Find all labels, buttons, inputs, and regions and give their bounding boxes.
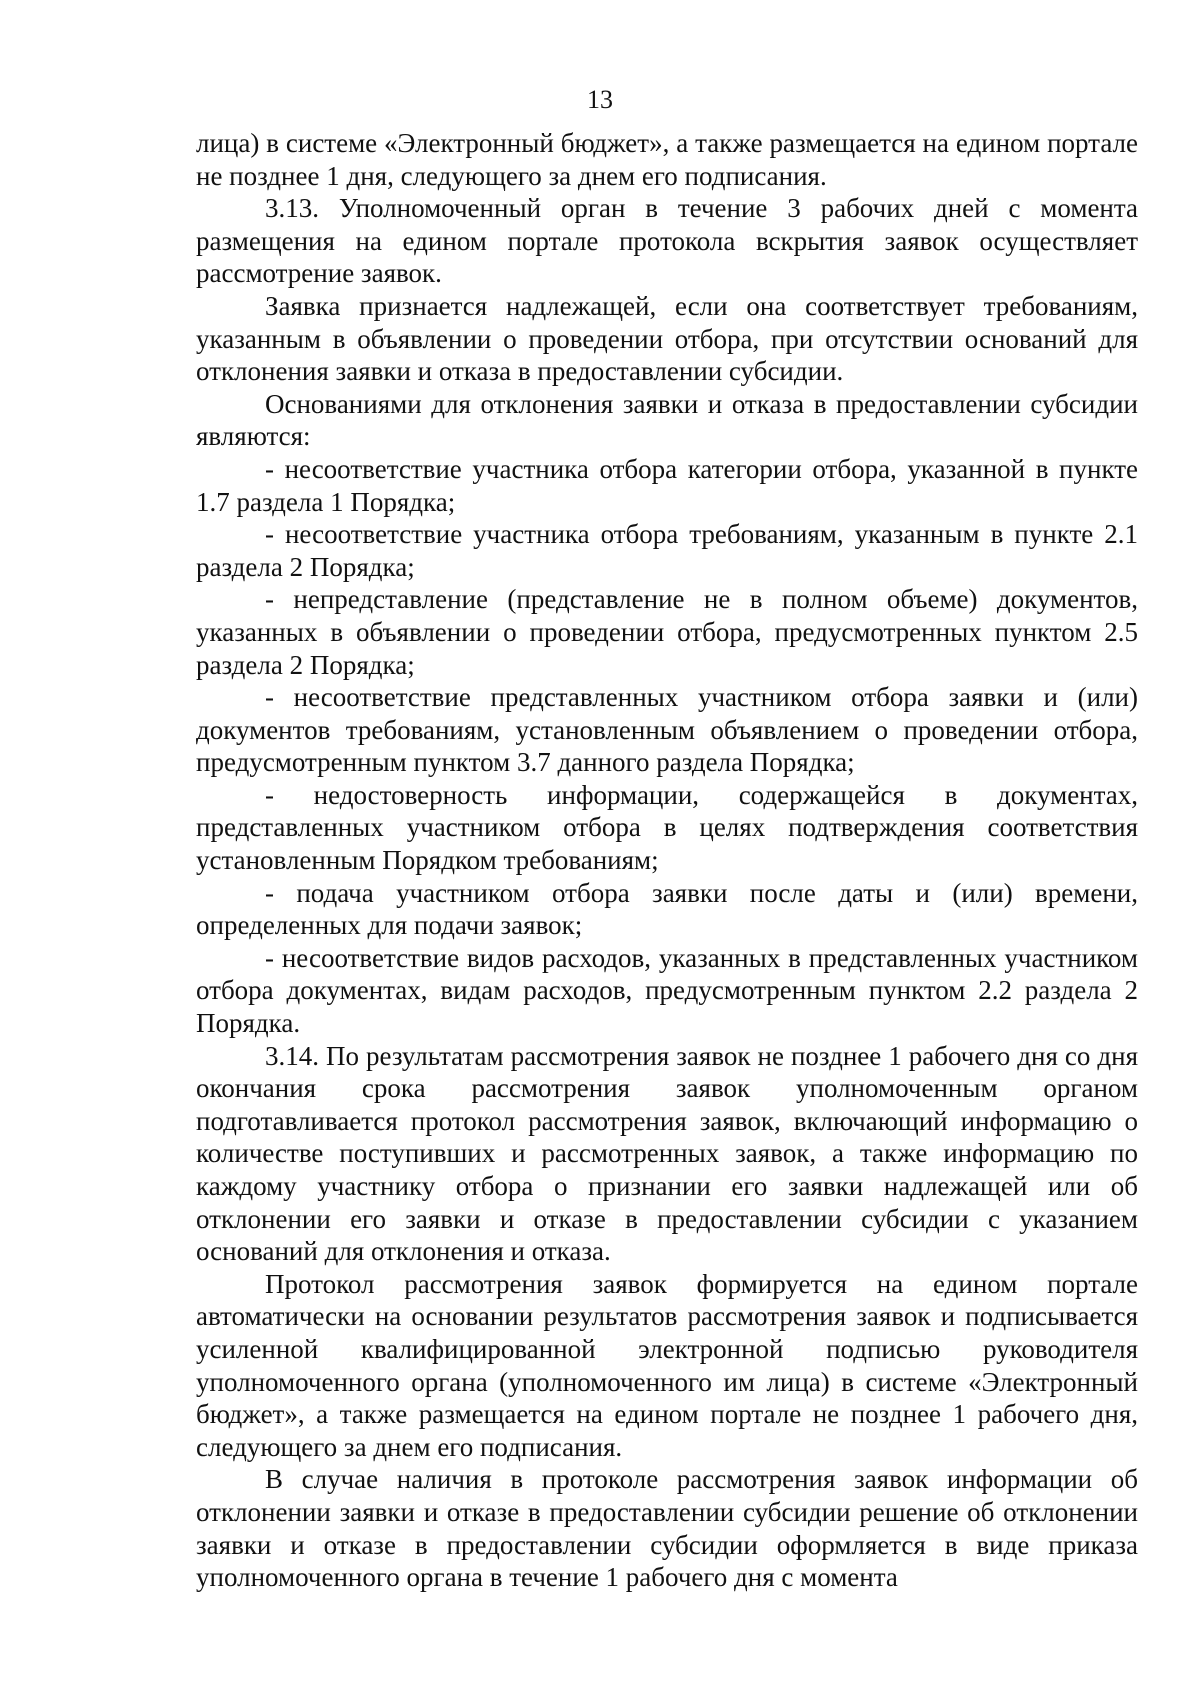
paragraph-continuation: лица) в системе «Электронный бюджет», а также размещается на едином портале не позднее 1 дня, следующего за днем его подписания. (196, 128, 1138, 191)
list-item-ground-2: - несоответствие участника отбора требованиям, указанным в пункте 2.1 раздела 2 Порядка; (196, 519, 1138, 582)
list-item-ground-5: - недостоверность информации, содержащейся в документах, представленных участником отбора в целях подтверждения соответствия установленным Порядком требованиям; (196, 779, 1138, 876)
document-body (196, 127, 1138, 1594)
list-item-ground-6: - подача участником отбора заявки после даты и (или) времени, определенных для подачи заявок; (196, 877, 1138, 941)
paragraph-3-14: 3.14. По результатам рассмотрения заявок не позднее 1 рабочего дня со дня окончания срока рассмотрения заявок уполномоченным органом подготавливается протокол рассмотрения заявок, включающий информацию о количестве поступивших и рассмотренных заявок, а также информацию по каждому участнику отбора о признании его заявки надлежащей или об отклонении его заявки и отказе в предоставлении субсидии с указанием оснований для отклонения и отказа. (196, 1040, 1138, 1267)
paragraph-3-13: 3.13. Уполномоченный орган в течение 3 рабочих дней с момента размещения на едином портале протокола вскрытия заявок осуществляет рассмотрение заявок. (196, 193, 1138, 289)
list-item-ground-3: - непредставление (представление не в полном объеме) документов, указанных в объявлении о проведении отбора, предусмотренных пунктом 2.5 раздела 2 Порядка; (196, 584, 1138, 680)
paragraph-protocol: Протокол рассмотрения заявок формируется на едином портале автоматически на основании результатов рассмотрения заявок и подписывается усиленной квалифицированной электронной подписью руководителя уполномоченного органа (уполномоченного им лица) в системе «Электронный бюджет», а также размещается на едином портале не позднее 1 рабочего дня, следующего за днем его подписания. (196, 1268, 1138, 1462)
list-item-ground-7: - несоответствие видов расходов, указанных в представленных участником отбора документах, видам расходов, предусмотренным пунктом 2.2 раздела 2 Порядка. (196, 942, 1138, 1039)
list-item-ground-4: - несоответствие представленных участником отбора заявки и (или) документов требованиям, установленным объявлением о проведении отбора, предусмотренным пунктом 3.7 данного раздела Порядка; (196, 682, 1138, 778)
page-number: 13 (587, 85, 613, 114)
paragraph-rejection-order: В случае наличия в протоколе рассмотрения заявок информации об отклонении заявки и отказе в предоставлении субсидии решение об отклонении заявки и отказе в предоставлении субсидии оформляется в виде приказа уполномоченного органа в течение 1 рабочего дня с момента (196, 1464, 1138, 1593)
list-item-ground-1: - несоответствие участника отбора категории отбора, указанной в пункте 1.7 раздела 1 Порядка; (196, 453, 1138, 517)
paragraph-grounds-intro: Основаниями для отклонения заявки и отказа в предоставлении субсидии являются: (196, 388, 1138, 452)
paragraph-application-proper: Заявка признается надлежащей, если она соответствует требованиям, указанным в объявлении о проведении отбора, при отсутствии оснований для отклонения заявки и отказа в предоставлении субсидии. (196, 290, 1138, 387)
